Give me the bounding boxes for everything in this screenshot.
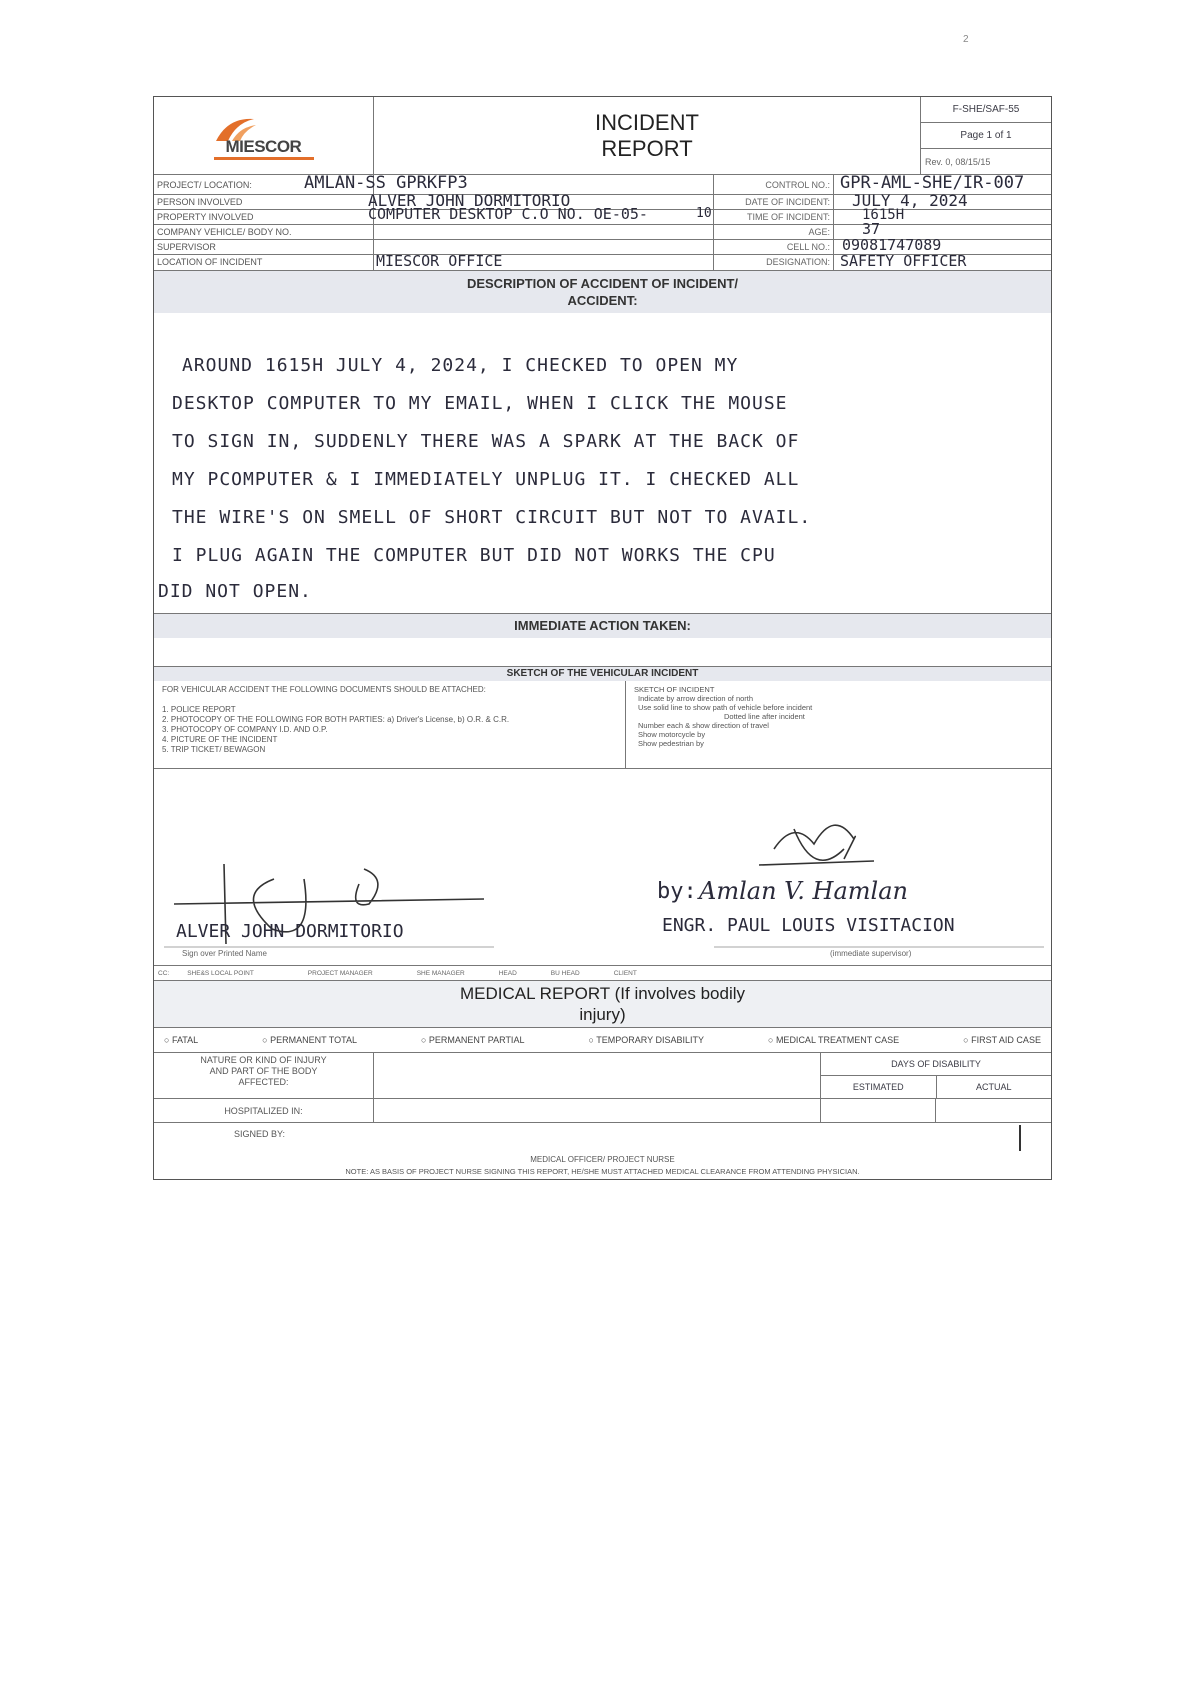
- option-fatal[interactable]: [164, 1035, 198, 1045]
- medical-note: NOTE: AS BASIS OF PROJECT NURSE SIGNING THIS REPORT, HE/SHE MUST ATTACHED MEDICAL CLEARANCE FROM ATTENDING PHYSICIAN.: [345, 1167, 860, 1176]
- title-line-1: INCIDENT: [595, 109, 699, 135]
- time-value: 1615H: [862, 207, 905, 223]
- option-permanent-total[interactable]: [262, 1035, 357, 1045]
- reference-cell: [921, 97, 1051, 174]
- incident-report-form: [153, 96, 1052, 1180]
- vehicular-item: 3. PHOTOCOPY OF COMPANY I.D. AND O.P.: [162, 725, 328, 734]
- option-label: PERMANENT TOTAL: [270, 1035, 357, 1045]
- sketch-instruction: Indicate by arrow direction of north: [638, 694, 754, 703]
- designation-value: SAFETY OFFICER: [840, 252, 967, 270]
- narrative-line: AROUND 1615H JULY 4, 2024, I CHECKED TO OPEN MY: [182, 355, 739, 376]
- logo-cell: [154, 97, 374, 174]
- time-label: TIME OF INCIDENT:: [714, 210, 834, 224]
- days-of-disability: [821, 1053, 1051, 1098]
- days-of-disability-label: DAYS OF DISABILITY: [821, 1053, 1051, 1076]
- date-label: DATE OF INCIDENT:: [714, 195, 834, 209]
- actual-field[interactable]: [936, 1099, 1051, 1122]
- description-title-2: ACCIDENT:: [567, 293, 638, 308]
- cc-role: PROJECT MANAGER: [307, 969, 373, 977]
- nature-of-injury-row: [154, 1053, 1051, 1099]
- date-value: JULY 4, 2024: [852, 191, 968, 210]
- signature-section: [154, 769, 1051, 966]
- estimated-field[interactable]: [821, 1099, 936, 1122]
- option-medical-treatment[interactable]: [768, 1035, 899, 1045]
- signed-by-label: SIGNED BY:: [234, 1129, 286, 1139]
- location-field: [374, 252, 714, 270]
- designation-field: [834, 252, 1051, 270]
- info-row-property: [154, 205, 1051, 225]
- narrative-line: THE WIRE'S ON SMELL OF SHORT CIRCUIT BUT NOT TO AVAIL.: [172, 507, 812, 528]
- cc-role: SHE&S LOCAL POINT: [187, 969, 254, 977]
- actual-label: ACTUAL: [975, 1082, 1012, 1092]
- cc-roles: [154, 966, 1051, 981]
- option-first-aid[interactable]: [963, 1035, 1041, 1045]
- radio-circle-icon: ○: [588, 1035, 597, 1045]
- hospitalized-label: HOSPITALIZED IN:: [154, 1099, 374, 1122]
- signer-role: MEDICAL OFFICER/ PROJECT NURSE: [530, 1155, 675, 1164]
- location-value: MIESCOR OFFICE: [376, 252, 503, 270]
- cc-role: CC:: [158, 969, 170, 977]
- narrative-line: DESKTOP COMPUTER TO MY EMAIL, WHEN I CLICK THE MOUSE: [172, 393, 788, 414]
- nature-label-line: AND PART OF THE BODY: [209, 1066, 318, 1076]
- vehicular-documents: [154, 681, 626, 768]
- option-label: PERMANENT PARTIAL: [428, 1035, 525, 1045]
- description-header: [154, 271, 1051, 313]
- property-involved-field: [368, 205, 714, 224]
- sketch-instruction: Dotted line after incident: [724, 712, 805, 721]
- narrative-line: MY PCOMPUTER & I IMMEDIATELY UNPLUG IT. I CHECKED ALL: [172, 469, 800, 490]
- title-line-2: REPORT: [601, 135, 693, 161]
- option-label: MEDICAL TREATMENT CASE: [775, 1035, 900, 1045]
- sketch-of-incident: [626, 681, 1051, 768]
- form-header: [154, 97, 1051, 175]
- vehicle-label: COMPANY VEHICLE/ BODY NO.: [154, 225, 374, 239]
- medical-title-2: injury): [579, 1005, 626, 1024]
- nature-of-injury-field[interactable]: [374, 1053, 821, 1098]
- right-signature-scribble: [759, 825, 874, 865]
- cc-role: SHE MANAGER: [416, 969, 465, 977]
- cc-role: BU HEAD: [550, 969, 580, 977]
- hospitalized-row: [154, 1099, 1051, 1123]
- middle-signature: Amlan V. Hamlan: [699, 877, 908, 905]
- vehicular-item: 4. PICTURE OF THE INCIDENT: [162, 735, 278, 744]
- injury-classification: [154, 1028, 1051, 1053]
- vehicular-header: SKETCH OF THE VEHICULAR INCIDENT: [154, 667, 1051, 681]
- cc-role: HEAD: [498, 969, 517, 977]
- stray-mark: 2: [963, 34, 969, 45]
- signed-by-section: [154, 1123, 1051, 1179]
- radio-circle-icon: ○: [768, 1035, 776, 1045]
- company-name: MIESCOR: [225, 136, 302, 156]
- project-location-value: AMLAN-SS GPRKFP3: [304, 173, 468, 193]
- option-label: FIRST AID CASE: [971, 1035, 1041, 1045]
- left-signatory-caption: Sign over Printed Name: [182, 949, 267, 958]
- control-no-value: GPR-AML-SHE/IR-007: [840, 173, 1025, 193]
- right-signatory-name: ENGR. PAUL LOUIS VISITACION: [662, 915, 955, 936]
- vehicular-item: 2. PHOTOCOPY OF THE FOLLOWING FOR BOTH PARTIES: a) Driver's License, b) O.R. & C.R.: [162, 715, 510, 724]
- narrative-line: I PLUG AGAIN THE COMPUTER BUT DID NOT WORKS THE CPU: [172, 545, 776, 566]
- form-code: F-SHE/SAF-55: [921, 97, 1051, 123]
- hospitalized-field[interactable]: [374, 1099, 821, 1122]
- option-permanent-partial[interactable]: [421, 1035, 524, 1045]
- person-involved-label: PERSON INVOLVED: [154, 195, 374, 209]
- designation-label: DESIGNATION:: [714, 255, 834, 270]
- title-cell: [374, 97, 921, 174]
- narrative-line: DID NOT OPEN.: [158, 581, 312, 602]
- property-involved-value: COMPUTER DESKTOP C.O NO. OE-05-: [368, 205, 648, 223]
- vehicle-field: [374, 225, 714, 239]
- description-title-1: DESCRIPTION OF ACCIDENT OF INCIDENT/: [466, 276, 739, 291]
- sketch-title: SKETCH OF INCIDENT: [634, 685, 715, 694]
- sketch-instruction: Show pedestrian by: [638, 739, 704, 748]
- sketch-instruction: Number each & show direction of travel: [638, 721, 769, 730]
- vehicular-item: 5. TRIP TICKET/ BEWAGON: [162, 745, 266, 754]
- cell-no-label: CELL NO.:: [714, 240, 834, 254]
- radio-circle-icon: ○: [420, 1035, 429, 1045]
- vehicular-intro: FOR VEHICULAR ACCIDENT THE FOLLOWING DOCUMENTS SHOULD BE ATTACHED:: [162, 685, 486, 694]
- nature-of-injury-label: [154, 1053, 374, 1098]
- logo-bar: [214, 157, 314, 160]
- medical-report-header: [154, 981, 1051, 1028]
- narrative-line: TO SIGN IN, SUDDENLY THERE WAS A SPARK AT THE BACK OF: [172, 431, 800, 452]
- control-no-label: CONTROL NO.:: [714, 175, 834, 194]
- radio-circle-icon: ○: [262, 1035, 271, 1045]
- age-value: 37: [862, 220, 881, 238]
- vehicular-item: 1. POLICE REPORT: [162, 705, 236, 714]
- immediate-action-header: IMMEDIATE ACTION TAKEN:: [154, 614, 1051, 638]
- radio-circle-icon: ○: [963, 1035, 972, 1045]
- radio-circle-icon: ○: [164, 1035, 172, 1045]
- property-involved-label: PROPERTY INVOLVED: [154, 210, 374, 224]
- person-involved-value: ALVER JOHN DORMITORIO: [368, 191, 571, 210]
- immediate-action-body: [154, 638, 1051, 667]
- estimated-label: ESTIMATED: [821, 1076, 937, 1098]
- nature-label-line: NATURE OR KIND OF INJURY: [200, 1055, 327, 1065]
- age-label: AGE:: [714, 225, 834, 239]
- company-logo: [204, 113, 324, 159]
- location-label: LOCATION OF INCIDENT: [154, 255, 374, 270]
- info-row-location: [154, 252, 1051, 271]
- nature-label-line: AFFECTED:: [238, 1077, 289, 1087]
- by-label: by:: [657, 879, 697, 904]
- margin-mark: [1019, 1125, 1021, 1151]
- option-temporary-disability[interactable]: [588, 1035, 703, 1045]
- vehicular-section: [154, 681, 1051, 769]
- sketch-instruction: Use solid line to show path of vehicle before incident: [638, 703, 813, 712]
- time-prefix-value: 10: [696, 206, 712, 221]
- option-label: FATAL: [171, 1035, 199, 1045]
- right-signatory-caption: (immediate supervisor): [830, 949, 912, 958]
- sketch-instruction: Show motorcycle by: [638, 730, 706, 739]
- description-narrative: [154, 313, 1051, 614]
- option-label: TEMPORARY DISABILITY: [596, 1035, 704, 1045]
- cc-role: CLIENT: [613, 969, 637, 977]
- supervisor-label: SUPERVISOR: [154, 240, 374, 254]
- medical-title-1: MEDICAL REPORT (If involves bodily: [460, 984, 745, 1003]
- left-signatory-name: ALVER JOHN DORMITORIO: [176, 921, 404, 942]
- cell-no-value: 09081747089: [842, 236, 942, 254]
- project-location-label: PROJECT/ LOCATION:: [154, 175, 374, 194]
- revision: Rev. 0, 08/15/15: [925, 156, 991, 167]
- page-number: Page 1 of 1: [921, 123, 1051, 149]
